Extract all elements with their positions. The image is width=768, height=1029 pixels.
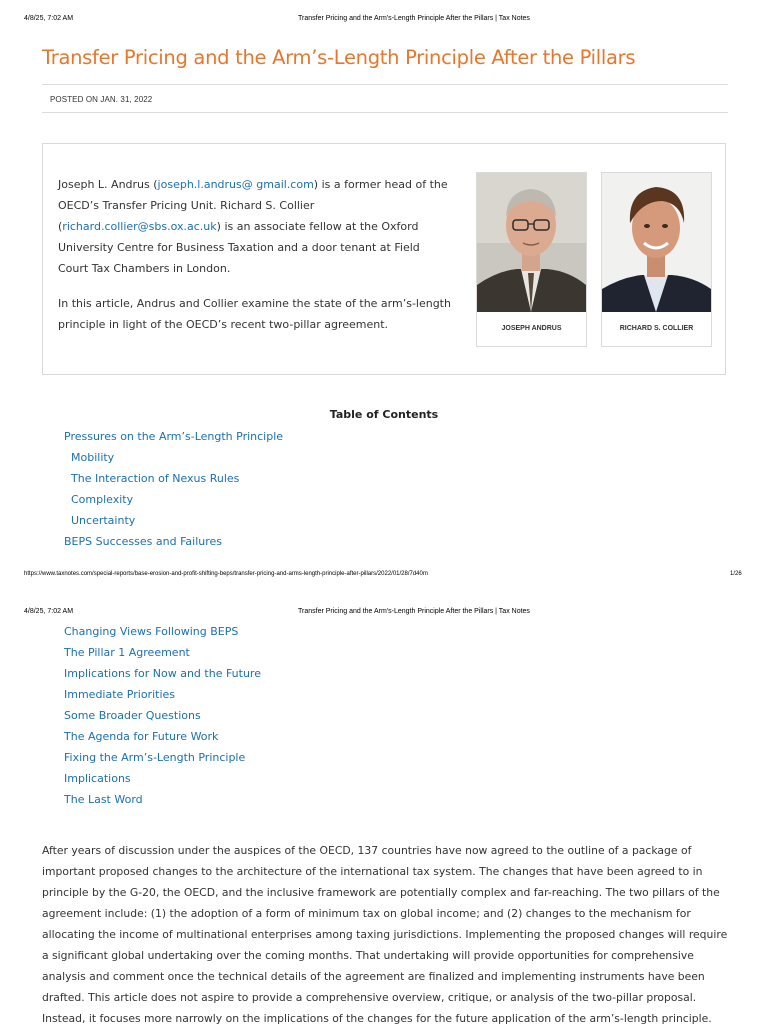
toc-link[interactable]: Some Broader Questions — [64, 709, 201, 722]
bio-summary: In this article, Andrus and Collier examine the state of the arm’s-length principle in light of the OECD’s recent two-pillar agreement. — [58, 297, 451, 331]
divider — [42, 84, 728, 85]
toc-link[interactable]: Mobility — [71, 451, 115, 464]
print-page-number: 1/26 — [730, 571, 742, 577]
toc-link[interactable]: Immediate Priorities — [64, 688, 175, 701]
bio-text-segment: ) is an associate fellow at the Oxford University Centre for Business Taxation and a door tenant at Field Court Tax Chambers in London. — [58, 220, 420, 275]
print-footer — [0, 571, 768, 583]
toc-link[interactable]: The Pillar 1 Agreement — [64, 646, 190, 659]
posted-date: POSTED ON JAN. 31, 2022 — [50, 95, 153, 104]
toc-link[interactable]: BEPS Successes and Failures — [64, 535, 222, 548]
author-name: RICHARD S. COLLIER — [619, 325, 694, 332]
toc-link[interactable]: The Agenda for Future Work — [64, 730, 219, 743]
print-header — [0, 608, 768, 622]
toc-link[interactable]: Implications — [64, 772, 131, 785]
author-card — [601, 172, 712, 347]
body-paragraph: After years of discussion under the auspices of the OECD, 137 countries have now agreed to the outline of a package of important proposed changes to the architecture of the international tax system. The changes that have been agreed to in principle by the G-20, the OECD, and the inclusive framework are potentially complex and far-reaching. The two pillars of the agreement include: (1) the adoption of a form of minimum tax on global income; and (2) changes to the mechanism for allocating the income of multinational enterprises among taxing jurisdictions. Implementing the proposed changes will require a significant global undertaking over the coming months. That undertaking will provide opportunities for comprehensive analysis and comment once the technical details of the agreement are finalized and implementing instruments have been drafted. This article does not aspire to provide a comprehensive overview, critique, or analysis of the two-pillar proposal. Instead, it focuses more narrowly on the implications of the changes for the future application of the arm’s-length principle. — [42, 844, 728, 1025]
print-timestamp: 4/8/25, 7:02 AM — [24, 608, 74, 615]
toc-link[interactable]: Complexity — [71, 493, 134, 506]
article-title: Transfer Pricing and the Arm’s-Length Principle After the Pillars — [42, 46, 636, 69]
toc-link[interactable]: Changing Views Following BEPS — [64, 625, 239, 638]
author-bio-box — [42, 143, 726, 375]
bio-text-segment: Joseph L. Andrus ( — [58, 178, 158, 191]
author-photo — [477, 173, 586, 312]
toc-link[interactable]: Fixing the Arm’s-Length Principle — [64, 751, 246, 764]
print-page-title: Transfer Pricing and the Arm's-Length Principle After the Pillars | Tax Notes — [298, 15, 530, 22]
divider — [42, 112, 728, 113]
author-name: JOSEPH ANDRUS — [501, 325, 562, 332]
toc-link[interactable]: Uncertainty — [71, 514, 136, 527]
bio-text-segment: ) is a former head of the OECD’s Transfer Pricing Unit. Richard S. Collier ( — [58, 178, 448, 233]
print-timestamp: 4/8/25, 7:02 AM — [24, 15, 74, 22]
toc-link[interactable]: Pressures on the Arm’s-Length Principle — [64, 430, 284, 443]
toc-link[interactable]: The Interaction of Nexus Rules — [71, 472, 240, 485]
bio-paragraph — [58, 174, 453, 279]
print-page-title: Transfer Pricing and the Arm's-Length Principle After the Pillars | Tax Notes — [298, 608, 530, 615]
author-email-link[interactable]: richard.collier@sbs.ox.ac.uk — [62, 220, 217, 233]
toc-link[interactable]: Implications for Now and the Future — [64, 667, 261, 680]
print-header — [0, 15, 768, 29]
author-bio-text — [58, 174, 453, 349]
print-url: https://www.taxnotes.com/special-reports/base-erosion-and-profit-shifting-beps/transfer-pricing-and-arms-length-principle-after-pillars/2022/01/28/7d40m — [24, 571, 428, 577]
toc-link[interactable]: The Last Word — [64, 793, 143, 806]
author-photo — [602, 173, 711, 312]
author-email-link[interactable]: joseph.l.andrus@ gmail.com — [157, 178, 314, 191]
author-card — [476, 172, 587, 347]
toc-title: Table of Contents — [329, 408, 439, 421]
